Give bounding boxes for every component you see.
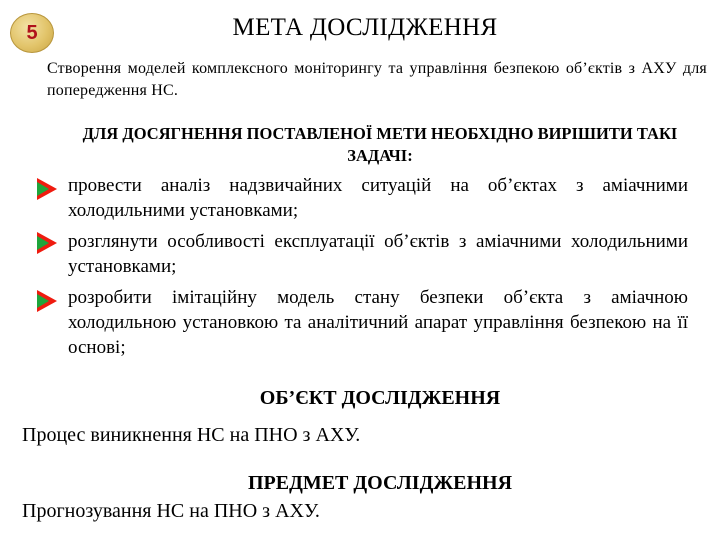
task-item-text: розглянути особливості експлуатації об’єктів з аміачними холодильними установками;: [68, 231, 688, 277]
task-item: [68, 285, 688, 360]
subject-text: Прогнозування НС на ПНО з АХУ.: [22, 500, 320, 522]
task-item: [68, 173, 688, 223]
bullet-arrow-icon: [37, 290, 57, 312]
page-title: МЕТА ДОСЛІДЖЕННЯ: [232, 14, 498, 41]
bullet-arrow-icon: [37, 232, 57, 254]
object-heading: ОБ’ЄКТ ДОСЛІДЖЕННЯ: [259, 387, 501, 409]
tasks-heading: ДЛЯ ДОСЯГНЕННЯ ПОСТАВЛЕНОЇ МЕТИ НЕОБХІДНО ВИРІШИТИ ТАКІ ЗАДАЧІ:: [82, 124, 678, 165]
goal-text: Створення моделей комплексного моніторингу та управління безпекою об’єктів з АХУ для попередження НС.: [47, 60, 707, 99]
task-item-text: провести аналіз надзвичайних ситуацій на об’єктах з аміачними холодильними установками;: [68, 175, 688, 221]
task-item: [68, 229, 688, 279]
slide-number: 5: [26, 21, 38, 44]
bullet-arrow-icon: [37, 178, 57, 200]
task-item-text: розробити імітаційну модель стану безпеки об’єкта з аміачною холодильною установкою та аналітичний апарат управління безпекою на її основі;: [68, 287, 688, 358]
object-text: Процес виникнення НС на ПНО з АХУ.: [22, 424, 361, 446]
subject-heading: ПРЕДМЕТ ДОСЛІДЖЕННЯ: [247, 472, 513, 494]
